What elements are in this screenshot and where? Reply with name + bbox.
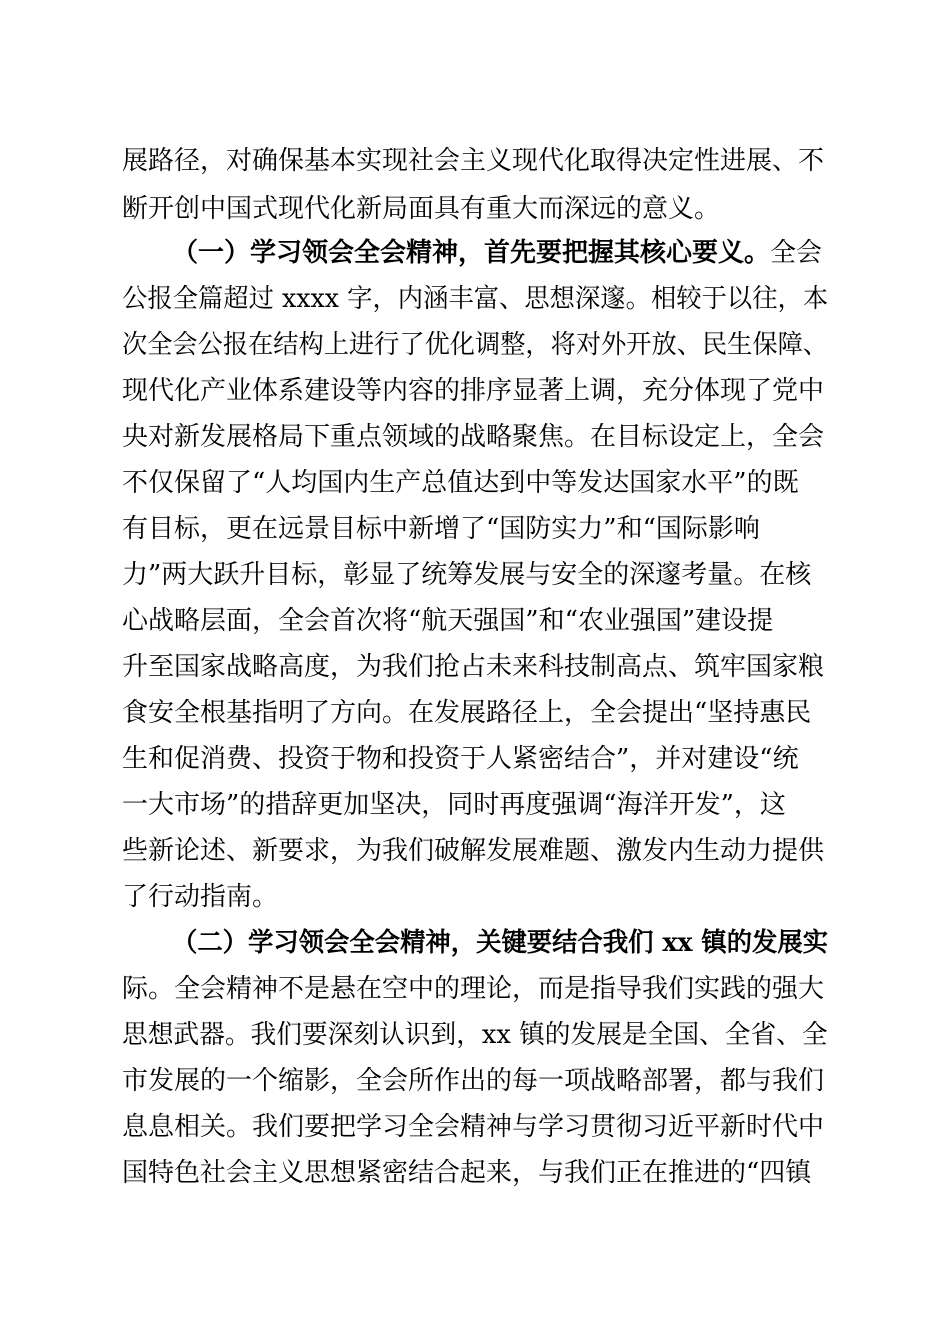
section-heading: （一）学习领会全会精神，首先要把握其核心要义。	[172, 238, 771, 268]
text-line-content: 不仅保留了“人均国内生产总值达到中等发达国家水平”的既	[122, 468, 799, 498]
text-line-content: 升至国家战略高度，为我们抢占未来科技制高点、筑牢国家粮	[122, 652, 825, 682]
text-line-content: 食安全根基指明了方向。在发展路径上，全会提出“坚持惠民	[122, 698, 812, 728]
text-line-content: 际。全会精神不是悬在空中的理论，而是指导我们实践的强大	[122, 974, 825, 1004]
text-line-content: 市发展的一个缩影，全会所作出的每一项战略部署，都与我们	[122, 1066, 825, 1096]
text-line-content: 力”两大跃升目标，彰显了统筹发展与安全的深邃考量。在核	[122, 560, 812, 590]
text-line	[122, 1145, 811, 1201]
text-line-content: 全会	[770, 238, 823, 268]
text-line-content: 次全会公报在结构上进行了优化调整，将对外开放、民生保障、	[122, 330, 829, 360]
text-line-content: 些新论述、新要求，为我们破解发展难题、激发内生动力提供	[122, 836, 825, 866]
text-line-content: 公报全篇超过 xxxx 字，内涵丰富、思想深邃。相较于以往，本	[122, 284, 829, 314]
text-line-content: 有目标，更在远景目标中新增了“国防实力”和“国际影响	[122, 514, 760, 544]
text-line-content: 断开创中国式现代化新局面具有重大而深远的意义。	[122, 194, 721, 224]
text-line-content: 心战略层面，全会首次将“航天强国”和“农业强国”建设提	[122, 606, 774, 636]
text-line-content: 展路径，对确保基本实现社会主义现代化取得决定性进展、不	[122, 146, 825, 176]
text-line-content: 生和促消费、投资于物和投资于人紧密结合”，并对建设“统	[122, 744, 799, 774]
section-heading: （二）学习领会全会精神，关键要结合我们 xx 镇的发展实	[172, 928, 829, 958]
text-line-content: 息息相关。我们要把学习全会精神与学习贯彻习近平新时代中	[122, 1112, 825, 1142]
text-line-content: 国特色社会主义思想紧密结合起来，与我们正在推进的“四镇	[122, 1158, 812, 1188]
text-line-content: 思想武器。我们要深刻认识到，xx 镇的发展是全国、全省、全	[122, 1020, 828, 1050]
text-line-content: 一大市场”的措辞更加坚决，同时再度强调“海洋开发”，这	[122, 790, 786, 820]
text-line-content: 现代化产业体系建设等内容的排序显著上调，充分体现了党中	[122, 376, 825, 406]
text-line-content: 了行动指南。	[122, 882, 279, 912]
text-line-content: 央对新发展格局下重点领域的战略聚焦。在目标设定上，全会	[122, 422, 825, 452]
